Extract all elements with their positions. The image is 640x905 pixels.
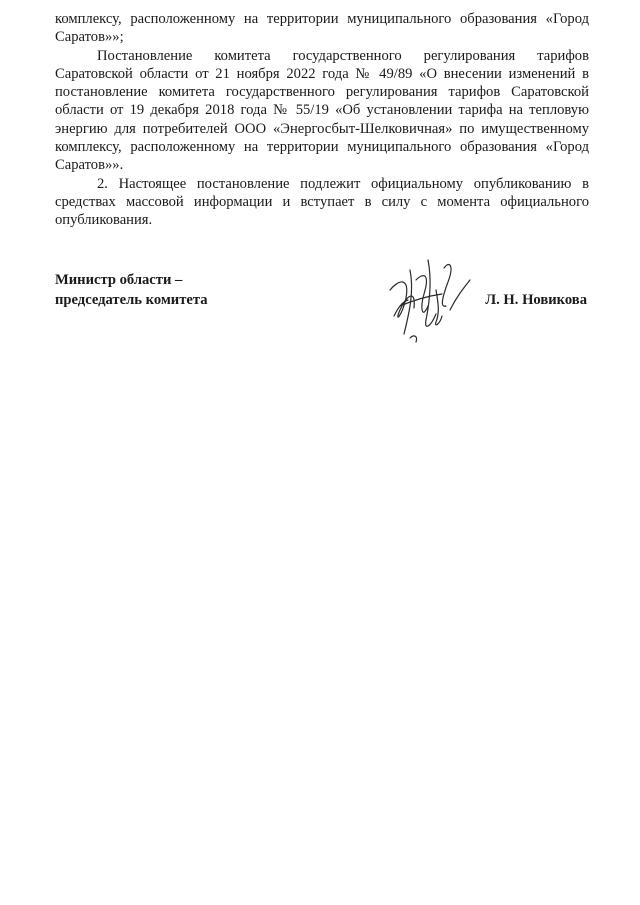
signature-block bbox=[55, 270, 589, 360]
signatory-title-line-2: председатель комитета bbox=[55, 292, 208, 308]
text-line: комплексу, расположенному на территории муниципального образования «Город bbox=[55, 139, 589, 156]
signatory-title-line-1: Министр области – bbox=[55, 272, 183, 288]
paragraph-publication bbox=[55, 175, 589, 230]
document-body bbox=[55, 10, 589, 230]
signatory-title bbox=[55, 270, 208, 310]
handwritten-signature bbox=[380, 250, 480, 360]
text-line: комплексу, расположенному на территории муниципального образования «Город bbox=[55, 11, 589, 27]
text-line: 2. Настоящее постановление подлежит официальному опубликованию в bbox=[97, 175, 589, 192]
text-line: постановление комитета государственного регулирования тарифов Саратовской bbox=[55, 84, 589, 101]
text-line: Постановление комитета государственного регулирования тарифов bbox=[97, 47, 589, 64]
text-line: Саратовской области от 21 ноября 2022 года № 49/89 «О внесении изменений в bbox=[55, 65, 589, 82]
text-line: области от 19 декабря 2018 года № 55/19 «Об установлении тарифа на тепловую bbox=[55, 102, 589, 119]
paragraph-continuation bbox=[55, 10, 589, 47]
text-line: средствах массовой информации и вступает в силу с момента официального bbox=[55, 193, 589, 210]
text-line: энергию для потребителей ООО «Энергосбыт-Шелковичная» по имущественному bbox=[55, 120, 589, 137]
paragraph-amendment bbox=[55, 47, 589, 175]
signer-name: Л. Н. Новикова bbox=[485, 292, 587, 308]
text-line: опубликования. bbox=[55, 212, 153, 229]
text-line: Саратов»»; bbox=[55, 29, 124, 46]
text-line: Саратов»». bbox=[55, 157, 124, 174]
